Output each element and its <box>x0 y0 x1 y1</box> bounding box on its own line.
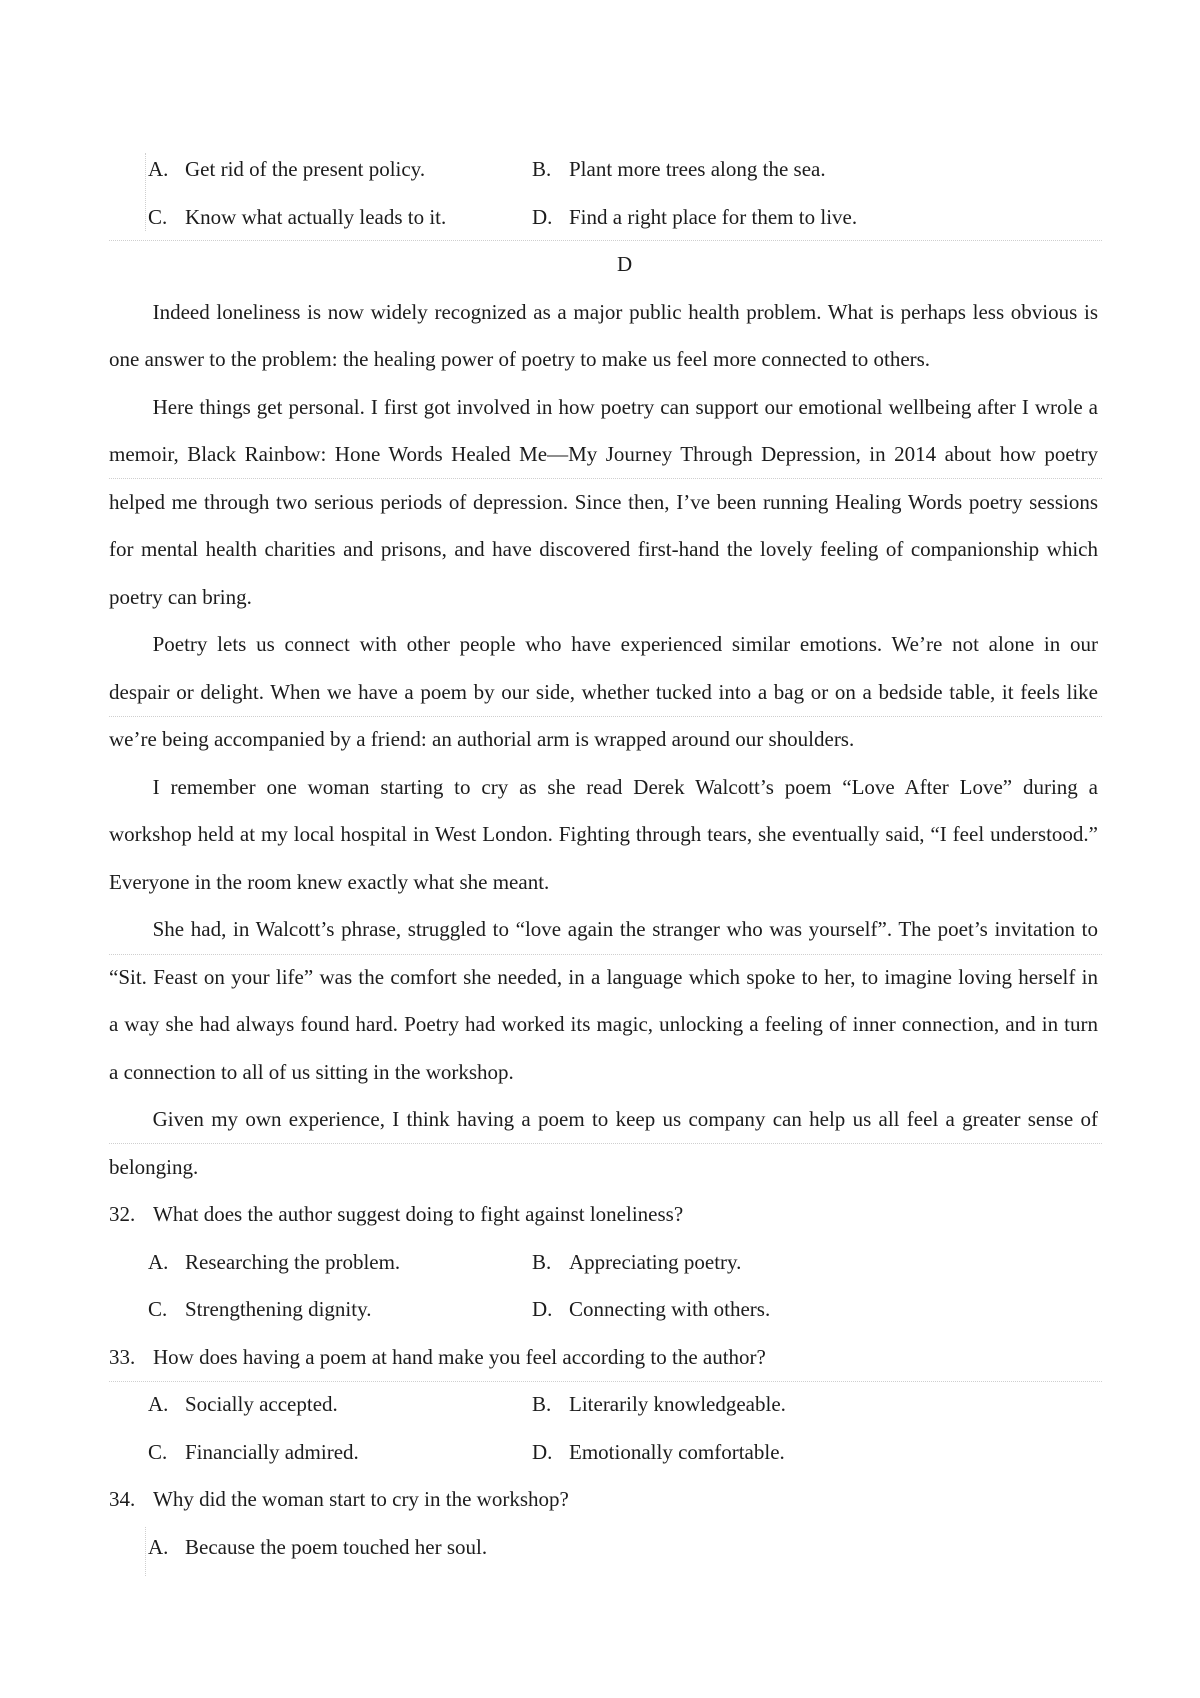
option-a <box>148 1239 400 1287</box>
option-row <box>0 1429 1200 1477</box>
option-letter: B. <box>532 1392 552 1416</box>
paragraph-line: Indeed loneliness is now widely recognized as a major public health problem. What is perhaps less obvious is <box>152 299 1098 324</box>
option-text: Literarily knowledgeable. <box>569 1392 786 1416</box>
option-letter: C. <box>148 204 168 229</box>
option-letter: B. <box>532 157 552 181</box>
option-letter: C. <box>148 1439 168 1464</box>
option-b <box>532 146 826 194</box>
option-a <box>148 146 425 194</box>
passage-heading-row <box>0 241 1200 289</box>
option-c <box>148 194 446 242</box>
passage-heading: D <box>617 252 633 276</box>
option-letter: C. <box>148 1297 168 1321</box>
option-d <box>532 1286 770 1334</box>
option-text: Socially accepted. <box>185 1392 338 1416</box>
option-text: Know what actually leads to it. <box>185 204 447 229</box>
paragraph-line: Everyone in the room knew exactly what she meant. <box>109 869 550 894</box>
option-row <box>0 194 1200 242</box>
option-text: Because the poem touched her soul. <box>185 1534 488 1559</box>
paragraph-line: workshop held at my local hospital in West London. Fighting through tears, she eventually said, “I feel understood.” <box>109 822 1098 846</box>
option-letter: A. <box>148 1534 169 1559</box>
paragraph-line: despair or delight. When we have a poem by our side, whether tucked into a bag or on a bedside table, it feels like <box>109 679 1098 704</box>
option-d <box>532 194 857 242</box>
option-letter: D. <box>532 204 553 229</box>
option-letter: B. <box>532 1249 552 1274</box>
paragraph-line: a connection to all of us sitting in the workshop. <box>109 1059 514 1084</box>
question-text: What does the author suggest doing to fight against loneliness? <box>153 1202 684 1226</box>
paragraph-line: we’re being accompanied by a friend: an authorial arm is wrapped around our shoulders. <box>109 727 855 751</box>
option-text: Get rid of the present policy. <box>185 157 426 181</box>
option-c <box>148 1429 359 1477</box>
paragraph-line: one answer to the problem: the healing power of poetry to make us feel more connected to others. <box>109 347 931 371</box>
paragraph-line: Given my own experience, I think having a poem to keep us company can help us all feel a greater sense of <box>152 1107 1098 1131</box>
option-b <box>532 1381 786 1429</box>
paragraph-line: helped me through two serious periods of depression. Since then, I’ve been running Healing Words poetry sessions <box>109 489 1098 514</box>
option-b <box>532 1239 741 1287</box>
option-letter: D. <box>532 1297 553 1321</box>
paragraph-line: “Sit. Feast on your life” was the comfort she needed, in a language which spoke to her, to imagine loving herself in <box>109 964 1098 989</box>
option-a <box>148 1524 487 1572</box>
option-text: Find a right place for them to live. <box>569 204 858 229</box>
paragraph-line: poetry can bring. <box>109 584 252 609</box>
paragraph-line: Here things get personal. I first got involved in how poetry can support our emotional wellbeing after I wrole a <box>152 394 1098 419</box>
paragraph-line: She had, in Walcott’s phrase, struggled to “love again the stranger who was yourself”. The poet’s invitation to <box>152 917 1098 941</box>
option-text: Plant more trees along the sea. <box>569 157 826 181</box>
option-text: Financially admired. <box>185 1439 359 1464</box>
option-letter: A. <box>148 1392 169 1416</box>
option-letter: D. <box>532 1439 553 1464</box>
question-text: How does having a poem at hand make you feel according to the author? <box>153 1344 766 1369</box>
option-row <box>0 146 1200 194</box>
paragraph-line: a way she had always found hard. Poetry had worked its magic, unlocking a feeling of inner connection, and in turn <box>109 1012 1098 1036</box>
question-number: 32. <box>109 1202 136 1226</box>
paragraph-line: memoir, Black Rainbow: Hone Words Healed Me—My Journey Through Depression, in 2014 about how poetry <box>109 442 1098 466</box>
question-text: Why did the woman start to cry in the workshop? <box>153 1487 569 1511</box>
question-32 <box>0 1191 1200 1239</box>
paragraph-line: for mental health charities and prisons, and have discovered first-hand the lovely feeling of companionship which <box>109 537 1098 561</box>
paragraph-line: belonging. <box>109 1154 199 1179</box>
option-text: Connecting with others. <box>569 1297 771 1321</box>
option-d <box>532 1429 785 1477</box>
paragraph-line: I remember one woman starting to cry as she read Derek Walcott’s poem “Love After Love” during a <box>152 774 1098 799</box>
option-c <box>148 1286 371 1334</box>
option-a <box>148 1381 338 1429</box>
option-text: Emotionally comfortable. <box>569 1439 785 1464</box>
option-text: Strengthening dignity. <box>185 1297 372 1321</box>
question-number: 33. <box>109 1344 136 1369</box>
option-letter: A. <box>148 1249 169 1274</box>
question-34 <box>0 1476 1200 1524</box>
question-33 <box>0 1334 1200 1382</box>
option-row <box>0 1239 1200 1287</box>
option-row <box>0 1381 1200 1429</box>
option-row <box>0 1286 1200 1334</box>
page-content <box>0 146 1200 1571</box>
paragraph-line: Poetry lets us connect with other people who have experienced similar emotions. We’re not alone in our <box>152 632 1098 656</box>
question-number: 34. <box>109 1487 136 1511</box>
option-row <box>0 1524 1200 1572</box>
option-text: Appreciating poetry. <box>569 1249 742 1274</box>
option-text: Researching the problem. <box>185 1249 401 1274</box>
option-letter: A. <box>148 157 169 181</box>
